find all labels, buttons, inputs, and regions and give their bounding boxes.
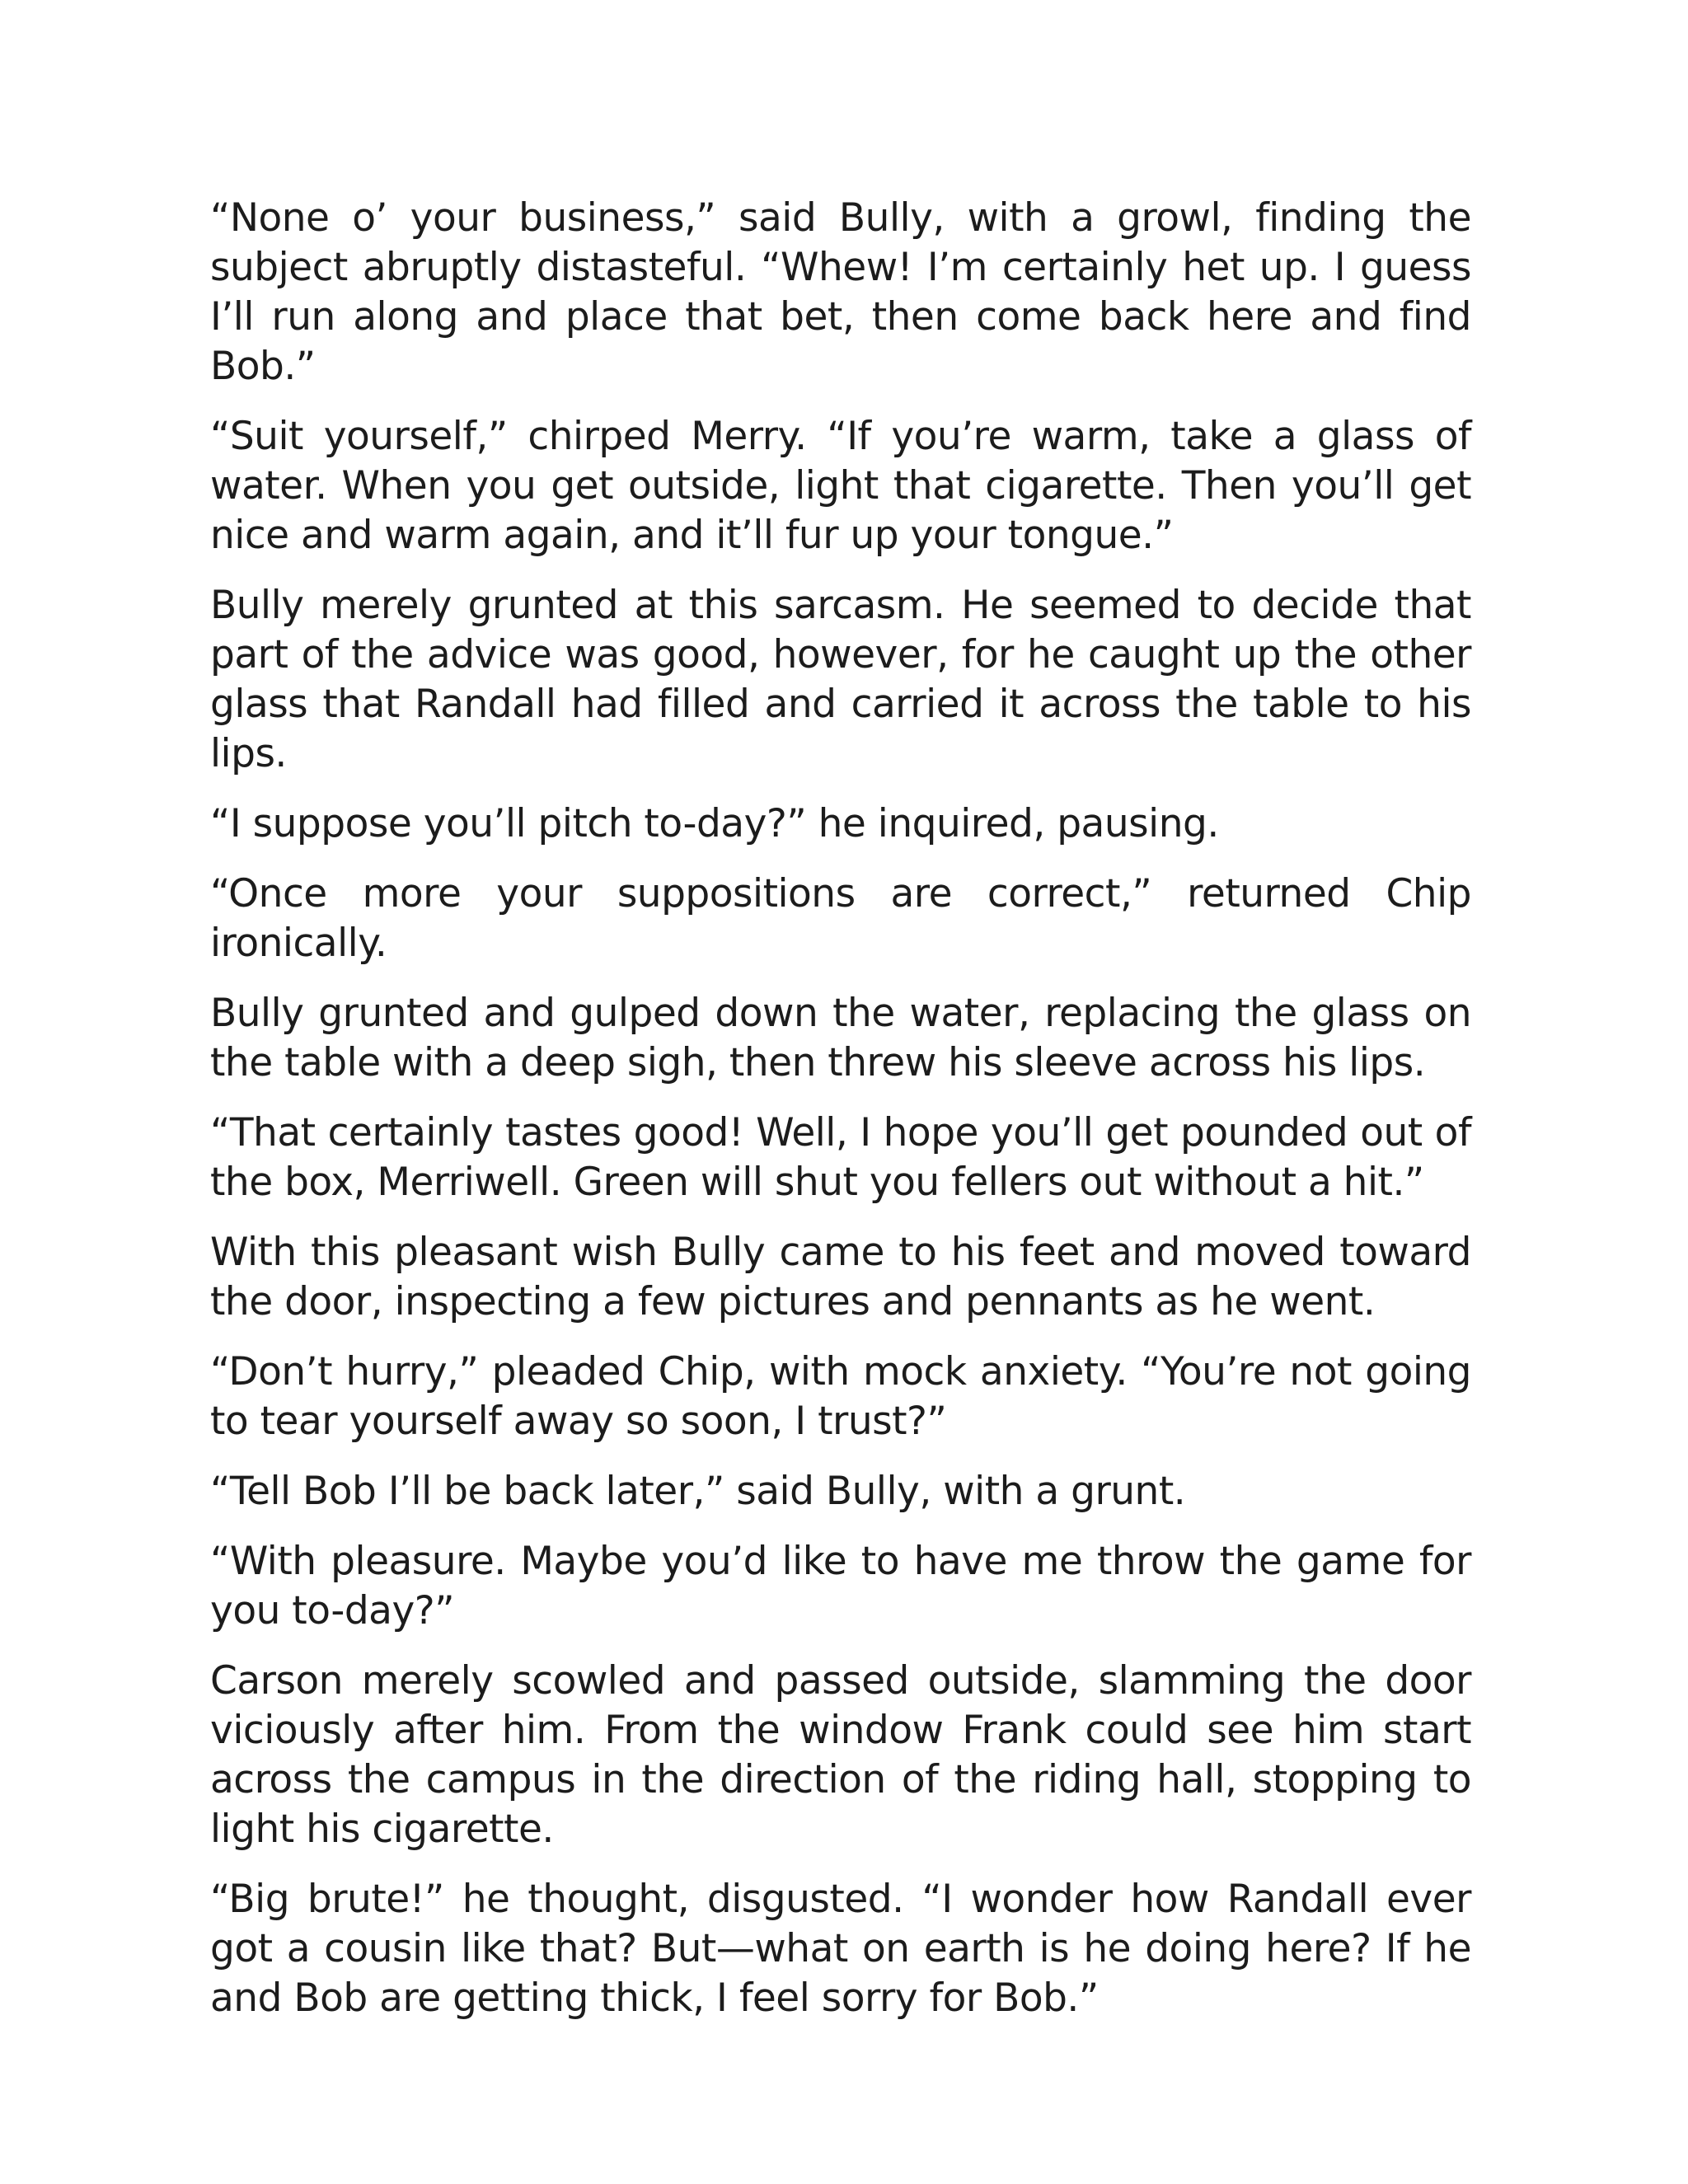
paragraph-10: “Tell Bob I’ll be back later,” said Bully, with a grunt.: [210, 1469, 1186, 1514]
paragraph-3: Bully merely grunted at this sarcasm. He seemed to decide that part of the advice was good, however, for he caught up the other glass that Randall had filled and carried it across the table to his lips.: [210, 583, 1471, 776]
paragraph-7: “That certainly tastes good! Well, I hope you’ll get pounded out of the box, Merriwell. Green will shut you fellers out without a hit.”: [210, 1110, 1471, 1205]
paragraph-8: With this pleasant wish Bully came to his feet and moved toward the door, inspecting a few pictures and pennants as he went.: [210, 1230, 1471, 1324]
paragraph-13: “Big brute!” he thought, disgusted. “I wonder how Randall ever got a cousin like that? But—what on earth is he doing here? If he and Bob are getting thick, I feel sorry for Bob.”: [210, 1877, 1471, 2021]
paragraph-12: Carson merely scowled and passed outside, slamming the door viciously after him. From the window Frank could see him start across the campus in the direction of the riding hall, stopping to light his cigarette.: [210, 1658, 1471, 1852]
paragraph-6: Bully grunted and gulped down the water, replacing the glass on the table with a deep sigh, then threw his sleeve across his lips.: [210, 991, 1471, 1085]
paragraph-1: “None o’ your business,” said Bully, with a growl, finding the subject abruptly distasteful. “Whew! I’m certainly het up. I guess I’ll run along and place that bet, then come back here and find Bob.”: [210, 195, 1471, 389]
body-text: [210, 194, 1471, 2044]
paragraph-4: “I suppose you’ll pitch to-day?” he inquired, pausing.: [210, 801, 1219, 846]
paragraph-5: “Once more your suppositions are correct,” returned Chip ironically.: [210, 871, 1471, 966]
paragraph-2: “Suit yourself,” chirped Merry. “If you’re warm, take a glass of water. When you get outside, light that cigarette. Then you’ll get nice and warm again, and it’ll fur up your tongue.”: [210, 414, 1471, 558]
paragraph-9: “Don’t hurry,” pleaded Chip, with mock anxiety. “You’re not going to tear yourself away so soon, I trust?”: [210, 1349, 1471, 1444]
paragraph-11: “With pleasure. Maybe you’d like to have me throw the game for you to-day?”: [210, 1539, 1471, 1633]
